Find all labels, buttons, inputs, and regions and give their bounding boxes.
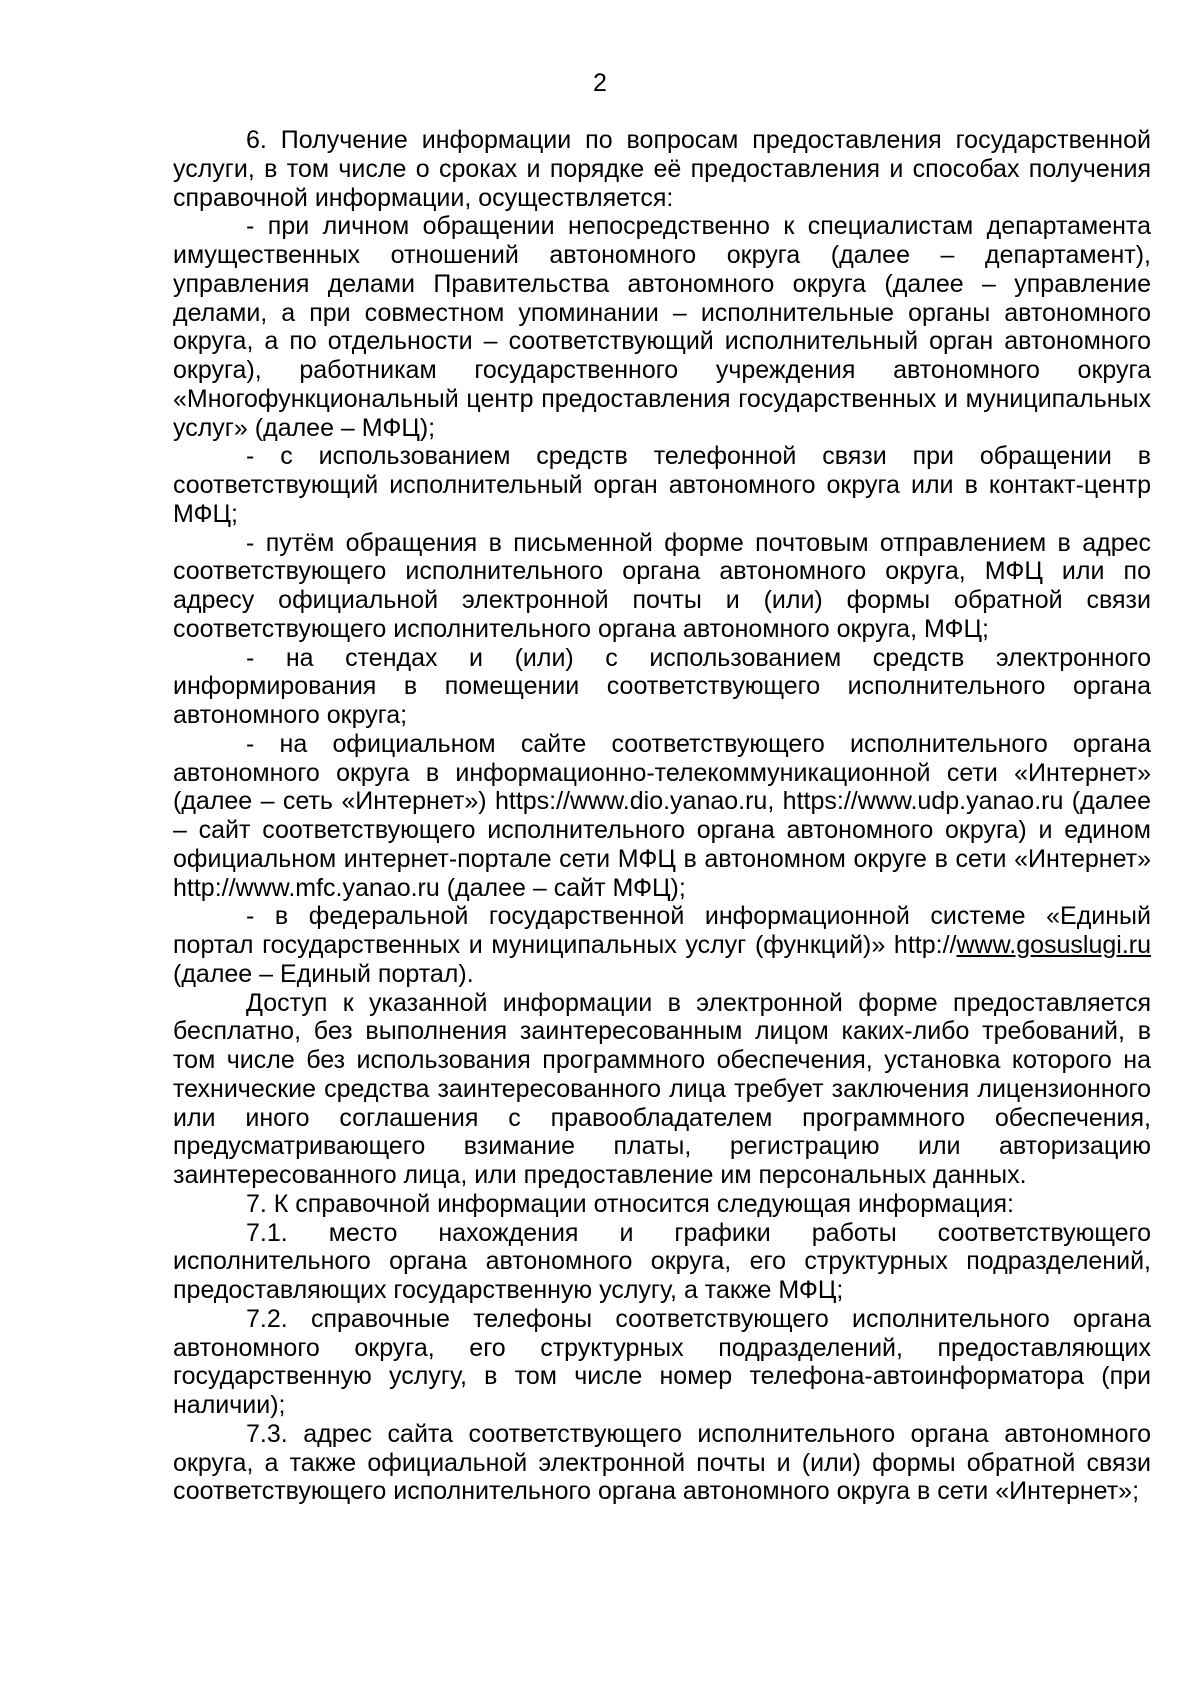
- paragraph-7-2: 7.2. справочные телефоны соответствующего исполнительного органа автономного округа, его структурных подразделений, предоставляющих государственную услугу, в том числе номер телефона-автоинформатора (при наличии);: [173, 1304, 1151, 1419]
- list-item-official-site: - на официальном сайте соответствующего исполнительного органа автономного округа в информационно-телекоммуникационной сети «Интернет» (далее – сеть «Интернет») https://www.dio.yanao.ru, https://www.udp.yanao.ru (далее – сайт соответствующего исполнительного органа автономного округа) и едином официальном интернет-портале сети МФЦ в автономном округе в сети «Интернет» http://www.mfc.yanao.ru (далее – сайт МФЦ);: [173, 729, 1151, 902]
- paragraph-7-1: 7.1. место нахождения и графики работы соответствующего исполнительного органа автономного округа, его структурных подразделений, предоставляющих государственную услугу, а также МФЦ;: [173, 1218, 1151, 1304]
- document-body: [173, 126, 1151, 1506]
- paragraph-7-3: 7.3. адрес сайта соответствующего исполнительного органа автономного округа, а также официальной электронной почты и (или) формы обратной связи соответствующего исполнительного органа автономного округа в сети «Интернет»;: [173, 1419, 1151, 1506]
- list-item-phone: - с использованием средств телефонной связи при обращении в соответствующий исполнительный орган автономного округа или в контакт-центр МФЦ;: [173, 442, 1151, 528]
- page-number: 2: [593, 69, 607, 97]
- gosuslugi-text-before: - в федеральной государственной информационной системе «Единый портал государственных и муниципальных услуг (функций)» http://: [173, 902, 1151, 959]
- gosuslugi-link[interactable]: www.gosuslugi.ru: [956, 931, 1151, 959]
- gosuslugi-text-after: (далее – Единый портал).: [173, 959, 474, 988]
- paragraph-7-intro: 7. К справочной информации относится следующая информация:: [246, 1189, 1014, 1218]
- list-item-gosuslugi: [173, 902, 1151, 988]
- paragraph-access-free: Доступ к указанной информации в электронной форме предоставляется бесплатно, без выполнения заинтересованным лицом каких-либо требований, в том числе без использования программного обеспечения, установка которого на технические средства заинтересованного лица требует заключения лицензионного или иного соглашения с правообладателем программного обеспечения, предусматривающего взимание платы, регистрацию или авторизацию заинтересованного лица, или предоставление им персональных данных.: [173, 988, 1151, 1189]
- paragraph-6-intro: 6. Получение информации по вопросам предоставления государственной услуги, в том числе о сроках и порядке её предоставления и способах получения справочной информации, осуществляется:: [173, 126, 1151, 212]
- list-item-personal-visit: - при личном обращении непосредственно к специалистам департамента имущественных отношений автономного округа (далее – департамент), управления делами Правительства автономного округа (далее – управление делами, а при совместном упоминании – исполнительные органы автономного округа, а по отдельности – соответствующий исполнительный орган автономного округа), работникам государственного учреждения автономного округа «Многофункциональный центр предоставления государственных и муниципальных услуг» (далее – МФЦ);: [173, 212, 1151, 442]
- list-item-info-stands: - на стендах и (или) с использованием средств электронного информирования в помещении соответствующего исполнительного органа автономного округа;: [173, 643, 1151, 729]
- list-item-written-request: - путём обращения в письменной форме почтовым отправлением в адрес соответствующего исполнительного органа автономного округа, МФЦ или по адресу официальной электронной почты и (или) формы обратной связи соответствующего исполнительного органа автономного округа, МФЦ;: [173, 528, 1151, 643]
